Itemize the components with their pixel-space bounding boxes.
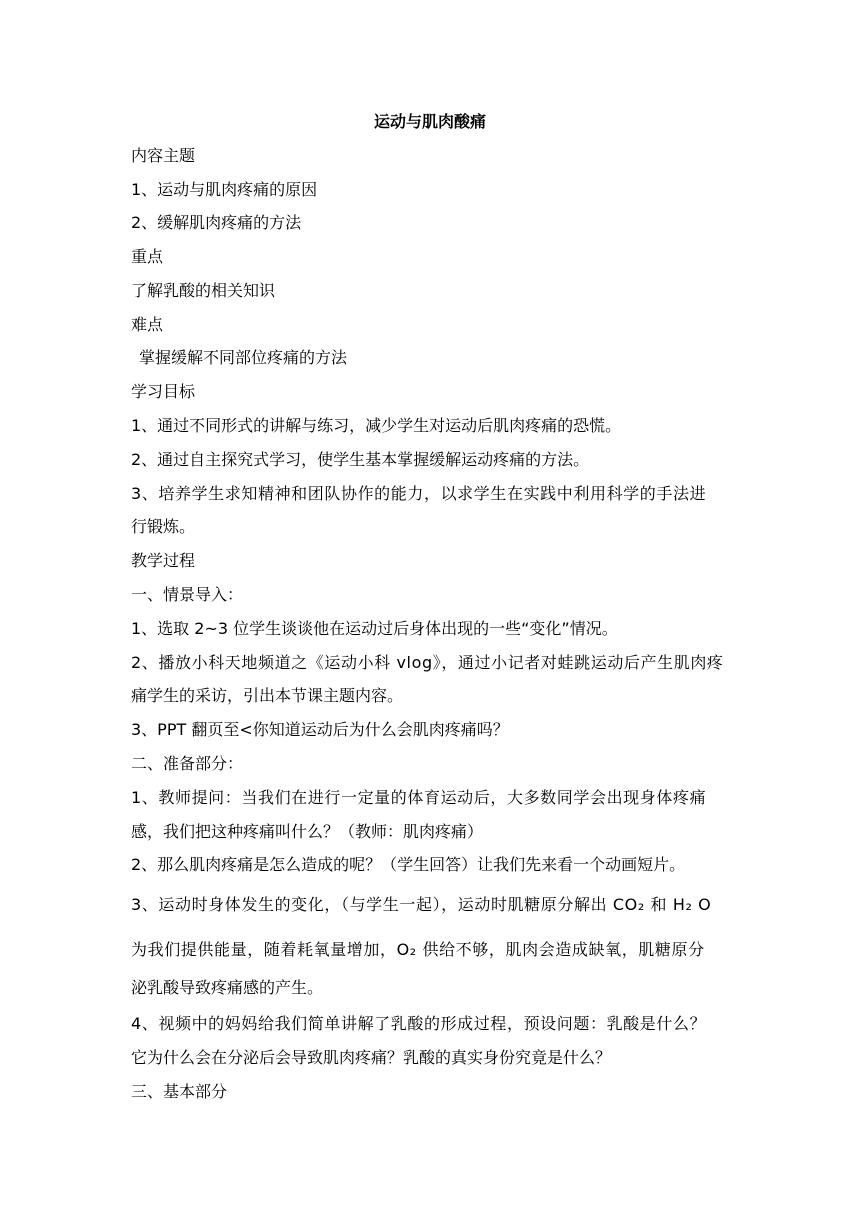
paragraph-line: 3、PPT 翻页至<你知道运动后为什么会肌肉疼痛吗？ xyxy=(131,720,509,739)
paragraph-line: 2、缓解肌肉疼痛的方法 xyxy=(131,213,302,232)
paragraph-line: 了解乳酸的相关知识 xyxy=(131,281,276,300)
paragraph-line: 2、播放小科天地频道之《运动小科 vlog》，通过小记者对蛙跳运动后产生肌肉疼 xyxy=(131,653,724,672)
paragraph-line: 行锻炼。 xyxy=(131,517,196,536)
section-heading-teaching-process: 教学过程 xyxy=(131,551,196,570)
section-heading-difficulty: 难点 xyxy=(131,315,164,334)
paragraph-line: 1、教师提问：当我们在进行一定量的体育运动后，大多数同学会出现身体疼痛 xyxy=(131,788,707,807)
paragraph-line: 感，我们把这种疼痛叫什么？（教师：肌肉疼痛） xyxy=(131,822,484,841)
document-title: 运动与肌肉酸痛 xyxy=(373,112,486,131)
paragraph-line: 2、那么肌肉疼痛是怎么造成的呢？（学生回答）让我们先来看一个动画短片。 xyxy=(131,855,686,874)
section-heading-intro: 一、情景导入： xyxy=(131,585,244,604)
paragraph-line: 3、运动时身体发生的变化，（与学生一起），运动时肌糖原分解出 CO₂ 和 H₂ O xyxy=(131,895,712,914)
paragraph-line: 1、通过不同形式的讲解与练习，减少学生对运动后肌肉疼痛的恐慌。 xyxy=(131,416,622,435)
paragraph-line: 1、选取 2~3 位学生谈谈他在运动过后身体出现的一些“变化”情况。 xyxy=(131,619,618,638)
section-heading-key-point: 重点 xyxy=(131,247,164,266)
section-heading-learning-goals: 学习目标 xyxy=(131,382,196,401)
section-heading-preparation: 二、准备部分： xyxy=(131,754,244,773)
paragraph-line: 为我们提供能量，随着耗氧量增加，O₂ 供给不够，肌肉会造成缺氧，肌糖原分 xyxy=(131,940,705,959)
paragraph-line: 痛学生的采访，引出本节课主题内容。 xyxy=(131,686,404,705)
paragraph-line: 3、培养学生求知精神和团队协作的能力，以求学生在实践中利用科学的手法进 xyxy=(131,484,707,503)
paragraph-line: 1、运动与肌肉疼痛的原因 xyxy=(131,180,318,199)
paragraph-line: 掌握缓解不同部位疼痛的方法 xyxy=(139,348,348,367)
paragraph-line: 泌乳酸导致疼痛感的产生。 xyxy=(131,978,324,997)
paragraph-line: 2、通过自主探究式学习，使学生基本掌握缓解运动疼痛的方法。 xyxy=(131,450,590,469)
paragraph-line: 4、视频中的妈妈给我们简单讲解了乳酸的形成过程，预设问题：乳酸是什么？ xyxy=(131,1014,707,1033)
section-heading-content-topic: 内容主题 xyxy=(131,146,196,165)
paragraph-line: 它为什么会在分泌后会导致肌肉疼痛？乳酸的真实身份究竟是什么？ xyxy=(131,1048,612,1067)
section-heading-basic: 三、基本部分 xyxy=(131,1082,228,1101)
